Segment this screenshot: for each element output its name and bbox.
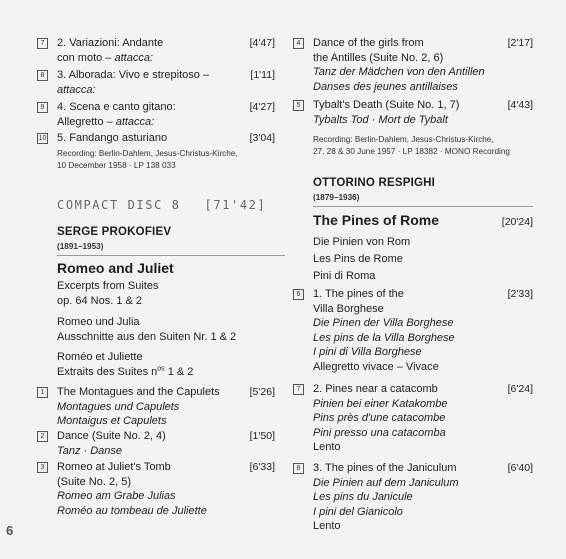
- track-number-box: 5: [293, 100, 304, 111]
- track-line: [313, 302, 489, 317]
- track-line-text: Les pins du Janicule: [313, 491, 413, 503]
- track-line-text: Montagues und Capulets: [57, 400, 180, 413]
- disc-time: [71'42]: [204, 198, 267, 212]
- track-line-text: Romeo at Juliet's Tomb: [57, 461, 171, 473]
- work-title-pines: The Pines of Rome: [313, 212, 440, 228]
- track-text: [57, 100, 275, 129]
- track-line: [57, 36, 231, 51]
- track-duration: [4'27]: [249, 101, 275, 113]
- page-number: 6: [6, 523, 14, 538]
- track-text: [313, 98, 533, 127]
- track-line: [313, 440, 489, 455]
- track-line-text: Die Pinien auf dem Janiculum: [313, 476, 459, 489]
- track-2: [37, 429, 275, 458]
- track-line-text: Dance (Suite No. 2, 4): [57, 430, 166, 442]
- track-number-box: 1: [37, 387, 48, 398]
- track-10: [37, 131, 275, 146]
- track-number-box: 9: [37, 102, 48, 113]
- disc-heading: [57, 198, 266, 212]
- track-line: [313, 360, 489, 375]
- track-line: [57, 444, 231, 459]
- track-line-text: Allegretto –: [57, 115, 116, 128]
- track-line: [313, 80, 489, 95]
- track-8: [37, 68, 275, 97]
- track-line: [313, 411, 489, 426]
- track-line: [57, 131, 231, 146]
- track-duration: [1'11]: [250, 69, 275, 81]
- track-4: [293, 36, 533, 94]
- track-line: [57, 475, 231, 490]
- track-line-text: 1. The pines of the: [313, 288, 404, 300]
- work-subtitle: Excerpts from Suites op. 64 Nos. 1 & 2: [57, 280, 159, 307]
- track-duration: [3'04]: [249, 132, 275, 144]
- track-text: [57, 429, 275, 458]
- track-8: [293, 461, 533, 534]
- track-number-box: 8: [37, 70, 48, 81]
- composer-prokofiev: SERGE PROKOFIEV: [57, 226, 172, 238]
- work-title-romeo: Romeo and Juliet: [57, 260, 174, 276]
- track-line-text: I pini del Gianicolo: [313, 505, 403, 518]
- track-duration: [4'47]: [249, 37, 275, 49]
- track-line-text: the Antilles (Suite No. 2, 6): [313, 51, 444, 64]
- track-line-text: Montaigus et Capulets: [57, 415, 167, 427]
- track-6: [293, 287, 533, 374]
- track-line: [313, 287, 489, 302]
- track-line-text: 3. Alborada: Vivo e strepitoso –: [57, 69, 210, 81]
- track-number-box: 10: [38, 135, 47, 142]
- track-line: [57, 100, 231, 115]
- work-alt-titles: Die Pinien von Rom Les Pins de Rome Pini di Roma: [313, 236, 411, 282]
- track-duration: [6'33]: [249, 461, 275, 473]
- track-line-text: Die Pinen der Villa Borghese: [313, 317, 454, 329]
- track-duration: [1'50]: [249, 430, 275, 442]
- track-line: [57, 489, 231, 504]
- track-line-text: 4. Scena e canto gitano:: [57, 101, 176, 113]
- track-text: [57, 460, 275, 518]
- track-duration: [2'17]: [507, 37, 533, 49]
- track-line-text: Romeo am Grabe Julias: [57, 490, 176, 502]
- track-line-text: Tybalt's Death (Suite No. 1, 7): [313, 99, 460, 111]
- track-line: [313, 426, 489, 441]
- track-line: [57, 51, 231, 66]
- recording-note-1: Recording: Berlin-Dahlem, Jesus-Christus-Kirche, 10 December 1958 · LP 138 033: [57, 149, 238, 170]
- track-line-direction: attacca:: [114, 51, 154, 64]
- track-line: [313, 316, 489, 331]
- track-text: [313, 382, 533, 455]
- track-text: [313, 461, 533, 534]
- track-line: [313, 113, 489, 128]
- track-line-text: Lento: [313, 441, 341, 453]
- track-line-text: 2. Pines near a catacomb: [313, 383, 438, 395]
- track-line: [313, 505, 489, 520]
- track-number-box: 4: [293, 38, 304, 49]
- track-line-direction: attacca:: [115, 115, 155, 128]
- track-line-text: Danses des jeunes antillaises: [313, 80, 458, 93]
- track-line-text: 5. Fandango asturiano: [57, 132, 168, 144]
- composer-dates-prokofiev: (1891–1953): [57, 242, 104, 251]
- track-number-box: 7: [37, 38, 48, 49]
- track-line: [57, 115, 231, 130]
- track-duration: [5'26]: [249, 386, 275, 398]
- track-text: [57, 68, 275, 97]
- track-line-text: Tanz · Danse: [57, 444, 123, 457]
- track-7: [37, 36, 275, 65]
- track-line: [313, 476, 489, 491]
- track-line: [313, 519, 489, 534]
- track-duration: [6'40]: [507, 462, 533, 474]
- track-text: [57, 36, 275, 65]
- track-line-text: Lento: [313, 520, 341, 532]
- track-7: [293, 382, 533, 455]
- track-line: [313, 65, 489, 80]
- track-text: [57, 385, 275, 429]
- track-text: [57, 131, 275, 146]
- composer-dates-respighi: (1879–1936): [313, 193, 360, 202]
- track-line-text: Tybalts Tod · Mort de Tybalt: [313, 113, 448, 126]
- track-line: [57, 504, 231, 519]
- work-title-french: Roméo et Juliette Extraits des Suites $n^{os}$ 1 & 2: [57, 351, 194, 378]
- track-number-box: 6: [293, 289, 304, 300]
- track-line-text: (Suite No. 2, 5): [57, 475, 131, 488]
- track-line: [313, 345, 489, 360]
- track-5: [293, 98, 533, 127]
- work-title-german: Romeo und Julia Ausschnitte aus den Suiten Nr. 1 & 2: [57, 316, 237, 343]
- track-number-box: 3: [37, 462, 48, 473]
- work-duration: [20'24]: [501, 216, 533, 228]
- track-line-text: 3. The pines of the Janiculum: [313, 462, 457, 474]
- track-line: [57, 429, 231, 444]
- track-line-text: Dance of the girls from: [313, 37, 424, 49]
- track-line-text: The Montagues and the Capulets: [57, 386, 220, 398]
- track-line-text: con moto –: [57, 51, 115, 64]
- track-line: [313, 397, 489, 412]
- track-duration: [2'33]: [507, 288, 533, 300]
- track-line-text: Pins près d'une catacombe: [313, 412, 446, 424]
- track-line-text: attacca:: [57, 83, 96, 96]
- track-line: [57, 414, 231, 429]
- track-line: [57, 400, 231, 415]
- track-line: [313, 331, 489, 346]
- track-line: [313, 36, 489, 51]
- track-line-text: Tanz der Mädchen von den Antillen: [313, 66, 485, 78]
- divider: [57, 255, 285, 256]
- track-line: [313, 51, 489, 66]
- track-line-text: Allegretto vivace – Vivace: [313, 360, 439, 373]
- track-line: [313, 382, 489, 397]
- track-line-text: 2. Variazioni: Andante: [57, 37, 164, 49]
- track-line-text: Roméo au tombeau de Juliette: [57, 504, 207, 517]
- track-line-text: I pini di Villa Borghese: [313, 346, 422, 358]
- track-duration: [4'43]: [507, 99, 533, 111]
- composer-respighi: OTTORINO RESPIGHI: [313, 177, 436, 189]
- track-line-text: Pini presso una catacomba: [313, 426, 446, 439]
- track-number-box: 7: [293, 384, 304, 395]
- track-9: [37, 100, 275, 129]
- track-text: [313, 36, 533, 94]
- disc-label: COMPACT DISC 8: [57, 198, 181, 212]
- divider: [313, 206, 533, 207]
- track-1: [37, 385, 275, 429]
- track-line-text: Les pins de la Villa Borghese: [313, 331, 455, 344]
- track-number-box: 2: [37, 431, 48, 442]
- track-line: [57, 385, 231, 400]
- track-line: [57, 460, 231, 475]
- track-line-text: Villa Borghese: [313, 302, 384, 315]
- track-line: [57, 68, 231, 83]
- recording-note-2: Recording: Berlin-Dahlem, Jesus-Christus-Kirche, 27, 28 & 30 June 1957 · LP 18382 · MONO Recording: [313, 135, 510, 156]
- track-text: [313, 287, 533, 374]
- track-duration: [6'24]: [507, 383, 533, 395]
- track-line: [57, 83, 231, 98]
- track-3: [37, 460, 275, 518]
- track-number-box: 8: [293, 463, 304, 474]
- track-line-text: Pinien bei einer Katakombe: [313, 397, 448, 410]
- track-line: [313, 461, 489, 476]
- track-line: [313, 98, 489, 113]
- track-line: [313, 490, 489, 505]
